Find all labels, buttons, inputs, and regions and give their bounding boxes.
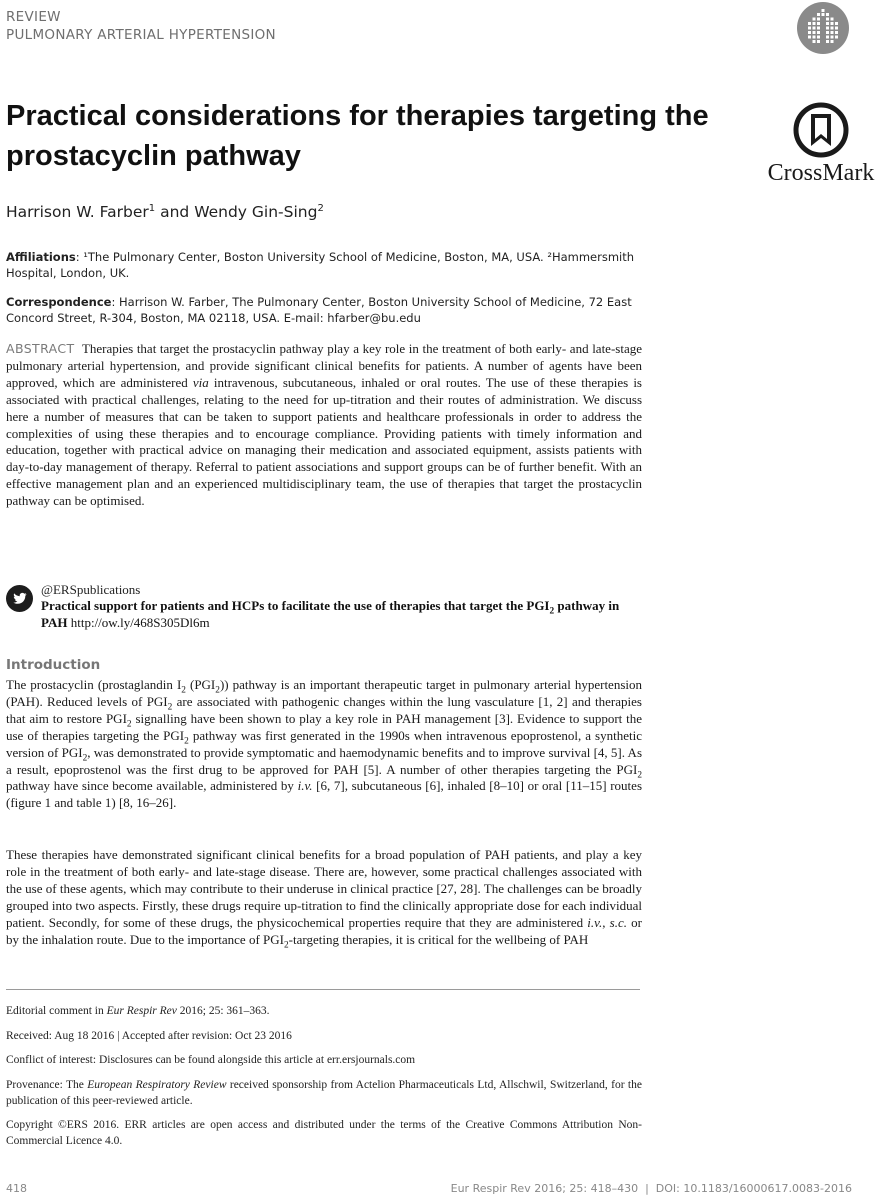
affiliations-text: : ¹The Pulmonary Center, Boston University School of Medicine, Boston, MA, USA. ²Hammersmith Hospital, London, UK. bbox=[6, 250, 635, 280]
footnote-editorial: Editorial comment in Eur Respir Rev 2016; 25: 361–363. bbox=[6, 1005, 270, 1017]
ers-lungs-logo-icon bbox=[796, 1, 850, 55]
journal-citation: Eur Respir Rev 2016; 25: 418–430 | DOI: 10.1183/16000617.0083-2016 bbox=[450, 1182, 852, 1195]
section-label: REVIEW bbox=[6, 9, 61, 25]
correspondence bbox=[6, 294, 642, 326]
twitter-handle[interactable]: @ERSpublications bbox=[41, 582, 141, 597]
tweet-text: Practical support for patients and HCPs to facilitate the use of therapies that target the $PGI_2$ pathway in PAH http://ow.ly/468S305Dl6m bbox=[41, 598, 620, 630]
article-title: Practical considerations for therapies targeting the prostacyclin pathway bbox=[6, 100, 709, 172]
author-affil-marker: 1 bbox=[148, 203, 156, 214]
affiliations bbox=[6, 249, 642, 281]
correspondence-text: : Harrison W. Farber, The Pulmonary Center, Boston University School of Medicine, 72 East Concord Street, R-304, Boston, MA 02118, USA. E-mail: hfarber@bu.edu bbox=[6, 295, 632, 325]
footnote-conflict: Conflict of interest: Disclosures can be found alongside this article at err.ersjournals.com bbox=[6, 1054, 416, 1066]
footnote-dates: Received: Aug 18 2016 | Accepted after revision: Oct 23 2016 bbox=[6, 1030, 292, 1042]
body-paragraph: The prostacyclin (prostaglandin $I_2$ $(PGI_2)$) pathway is an important therapeutic target in pulmonary arterial hypertension (PAH). Reduced levels of $PGI_2$ are associated with pathogenic changes within the lung vasculature [1, 2] and therapies that aim to restore $PGI_2$ signalling have been shown to play a key role in PAH management [3]. Evidence to support the use of therapies targeting the $PGI_2$ pathway was first generated in the 1990s when intravenous epoprostenol, a synthetic version of $PGI_2$, was demonstrated to provide symptomatic and haemodynamic benefits and to improve survival [4, 5]. As a result, epoprostenol was the first drug to be approved for PAH [5]. A number of other therapies targeting the $PGI_2$ pathway have since become available, administered by i.v. [6, 7], subcutaneous [6], inhaled [8–10] or oral [11–15] routes (figure 1 and table 1) [8, 16–26]. bbox=[6, 677, 643, 811]
crossmark-badge[interactable] bbox=[762, 102, 880, 188]
crossmark-icon bbox=[793, 102, 849, 158]
abstract-label: ABSTRACT bbox=[6, 341, 75, 356]
affiliations-label: Affiliations bbox=[6, 250, 76, 264]
author-list bbox=[6, 203, 324, 221]
twitter-bird-icon[interactable] bbox=[6, 585, 33, 612]
correspondence-label: Correspondence bbox=[6, 295, 112, 309]
section-kicker bbox=[6, 8, 276, 44]
author-joiner: and bbox=[160, 203, 190, 222]
footnote-copyright: Copyright ©ERS 2016. ERR articles are open access and distributed under the terms of the Creative Commons Attribution Non-Commercial Licence 4.0. bbox=[6, 1119, 642, 1147]
section-subject: PULMONARY ARTERIAL HYPERTENSION bbox=[6, 27, 276, 43]
section-heading-introduction: Introduction bbox=[6, 657, 101, 673]
abstract bbox=[6, 341, 642, 510]
body-paragraph: These therapies have demonstrated significant clinical benefits for a broad population of PAH patients, and play a key role in the treatment of both early- and late-stage disease. There are, however, some practical challenges associated with the use of these agents, which may contribute to their underuse in clinical practice [27, 28]. The challenges can be broadly grouped into two aspects. Firstly, these drugs require up-titration to find the clinically appropriate dose for each individual patient. Secondly, for some of these drugs, the physicochemical properties require that they are administered i.v., s.c. or by the inhalation route. Due to the importance of $PGI_2$-targeting therapies, it is critical for the wellbeing of PAH bbox=[6, 847, 642, 951]
page-number: 418 bbox=[6, 1182, 27, 1195]
author-affil-marker: 2 bbox=[317, 203, 324, 214]
abstract-text: Therapies that target the prostacyclin pathway play a key role in the treatment of both early- and late-stage pulmonary arterial hypertension, and provide significant clinical benefits for patients. A number of agents have been approved, which are administered via intravenous, subcutaneous, inhaled or oral routes. The use of these therapies is associated with practical challenges, relating to the need for up-titration and their routes of administration. We discuss here a number of measures that can be taken to support patients and healthcare professionals in order to address the complexities of using these therapies and to encourage compliance. Providing patients with timely information and education, together with practical advice on managing their medication and associated equipment, assists patients with day-to-day management of therapy. Referral to patient associations and support groups can be of further benefit. With an effective management plan and an experienced multidisciplinary team, the use of therapies that target the prostacyclin pathway can be optimised. bbox=[6, 341, 642, 509]
footnote-divider bbox=[6, 989, 640, 990]
author-name: Wendy Gin-Sing bbox=[194, 203, 318, 222]
author-name: Harrison W. Farber bbox=[6, 203, 149, 222]
footnote-provenance: Provenance: The European Respiratory Review received sponsorship from Actelion Pharmaceuticals Ltd, Allschwil, Switzerland, for the publication of this peer-reviewed article. bbox=[6, 1079, 642, 1107]
crossmark-label: CrossMark bbox=[767, 160, 875, 186]
